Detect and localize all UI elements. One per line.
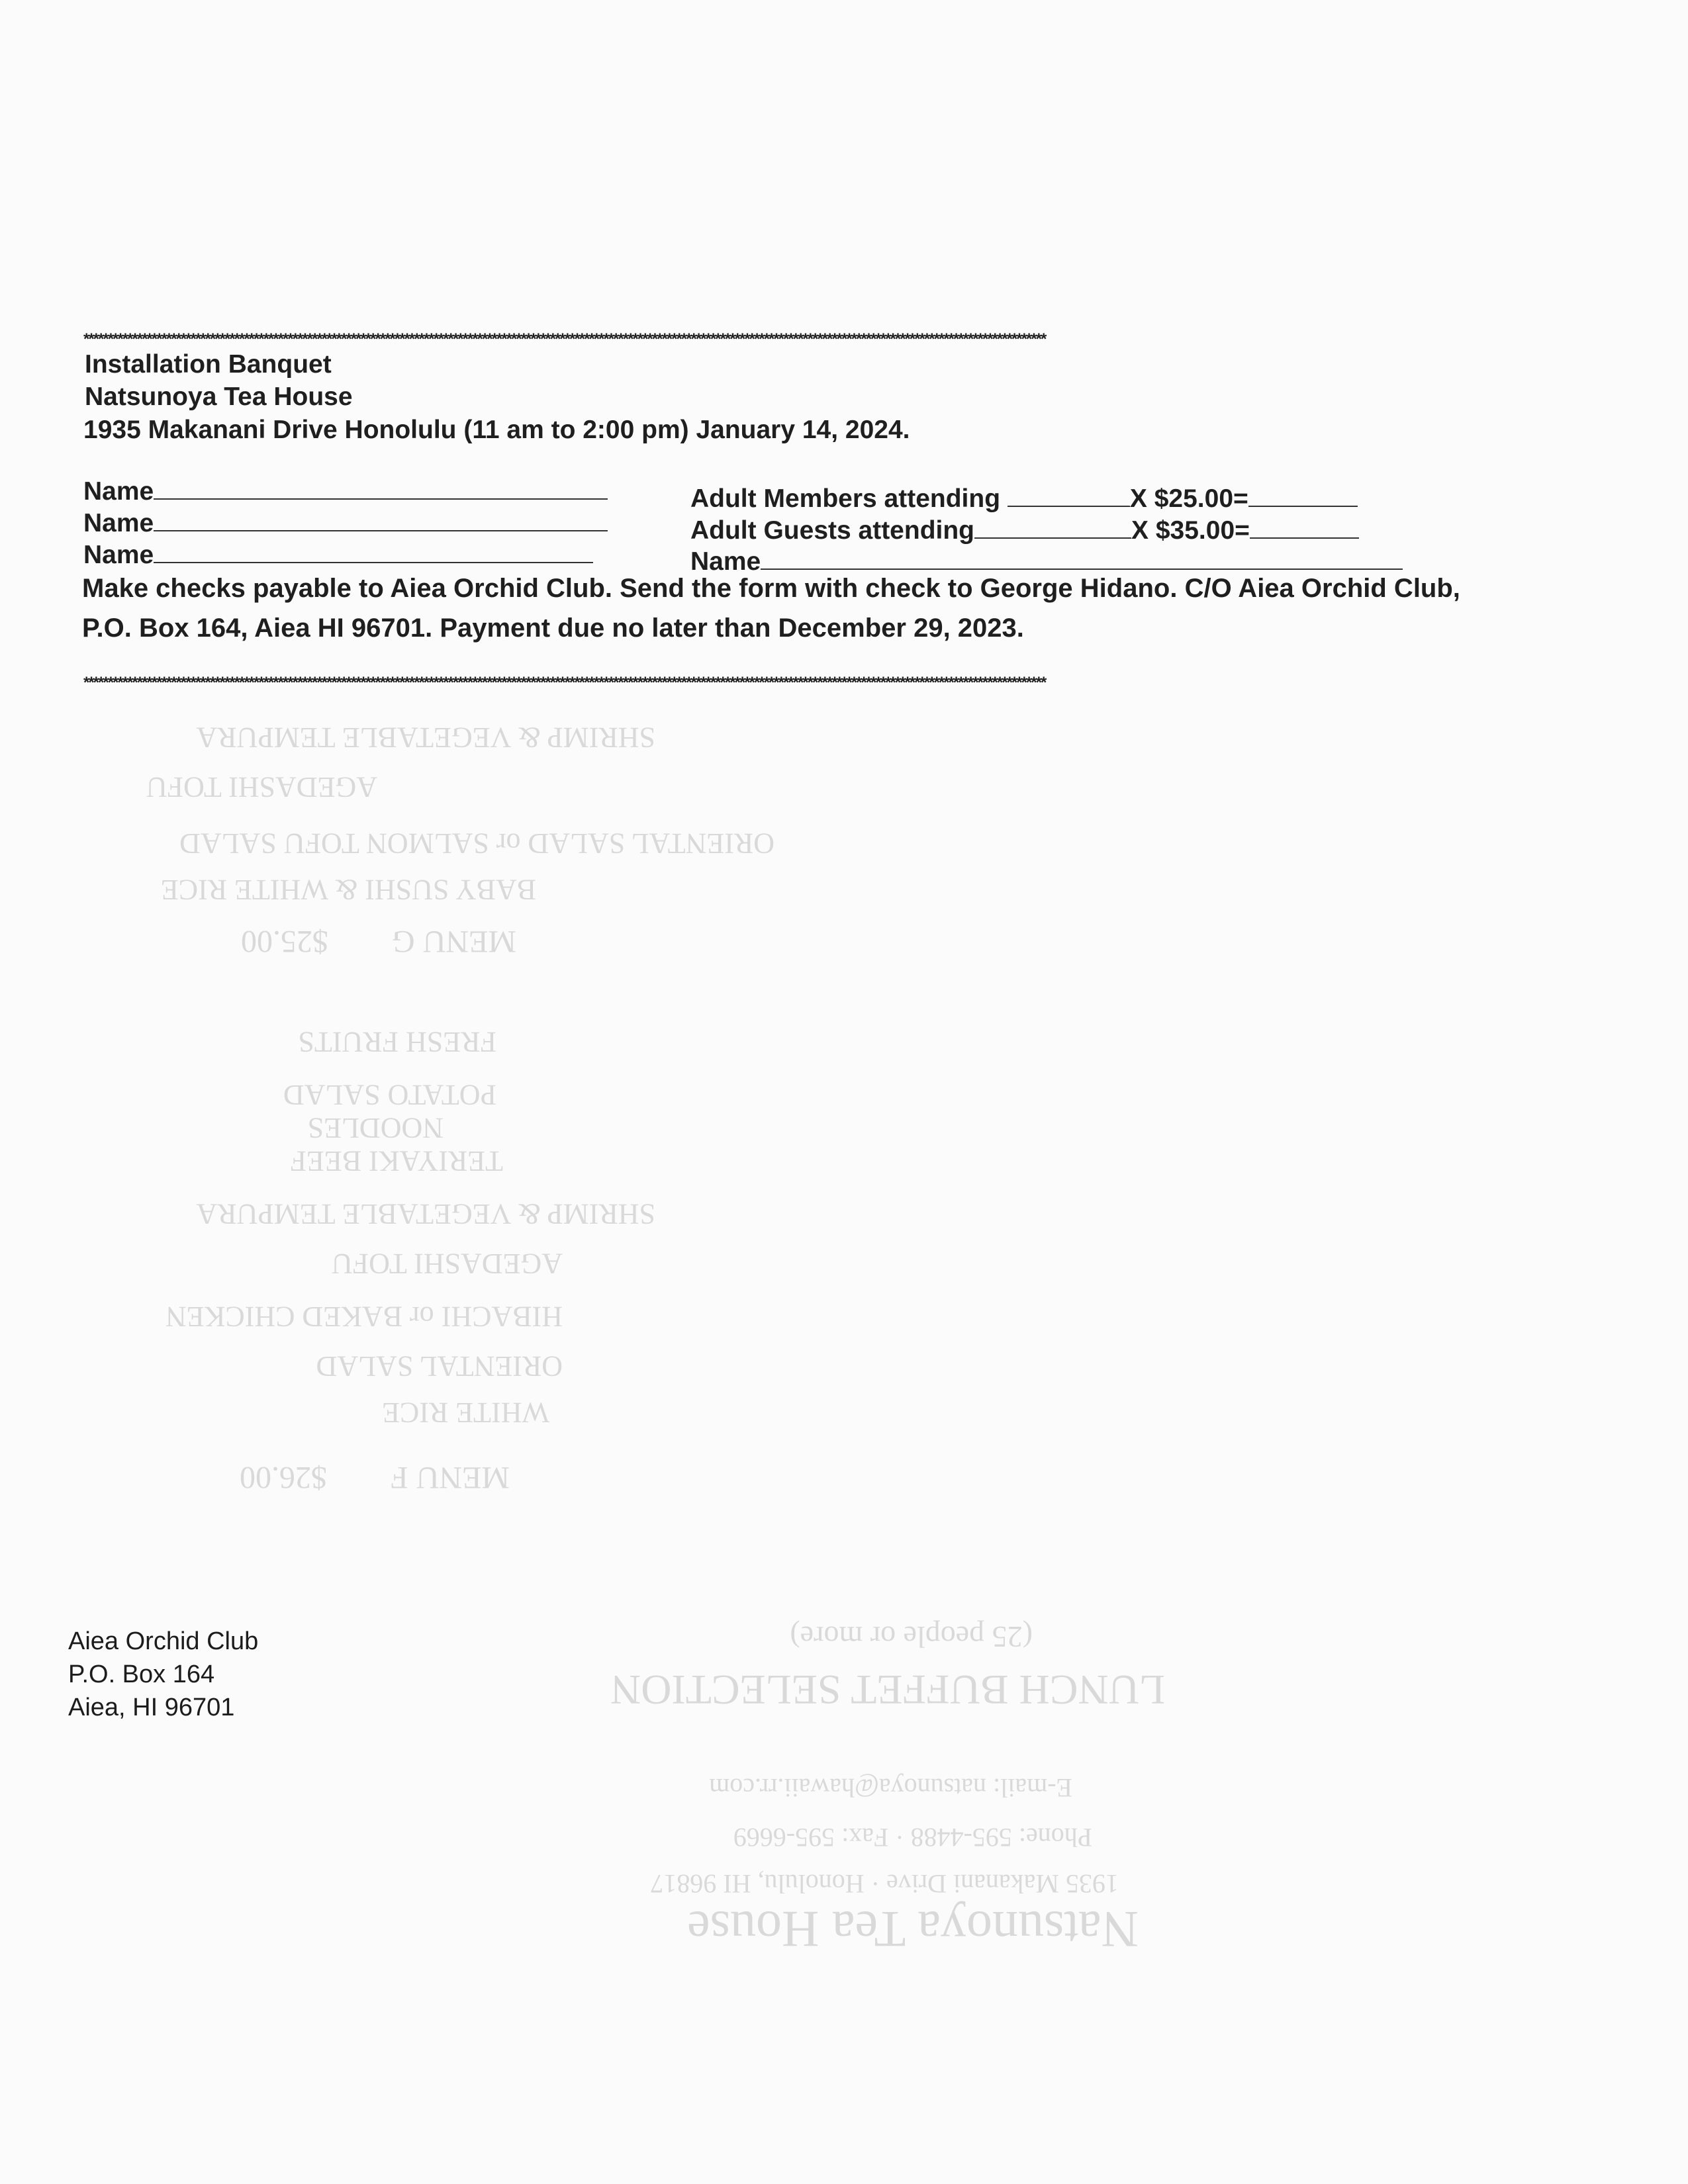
adult-members-total-blank[interactable] [1248,486,1358,507]
name-blank-4[interactable] [761,549,1403,570]
return-address [68,1625,258,1724]
event-title: Installation Banquet [85,350,332,379]
name-blank-1[interactable] [154,478,608,500]
bleed-through-background: Natsunoya Tea House 1935 Makanani Drive · Honolulu, HI 96817 Phone: 595-4488 · Fax: 595-6669 E-mail: natsunoya@hawaii.rr.com LUNCH BUFFET SELECTION (25 people or more) MENU F $26.00 WHITE RICE ORIENTAL SALAD HIBACHI or BAKED CHICKEN AGEDASHI TOFU SHRIMP & VEGETABLE TEMPURA TERIYAKI BEEF NOODLES POTATO SALAD FRESH FRUITS MENU G $25.00 BABY SUSHI & WHITE RICE ORIENTAL SALAD or SALMON TOFU SALAD AGEDASHI TOFU SHRIMP & VEGETABLE TEMPURA [146,721,1165,1958]
name-label: Name [83,477,154,506]
adult-guests-count-blank[interactable] [974,518,1131,539]
return-address-line-3: Aiea, HI 96701 [68,1694,235,1721]
adult-members-price: X $25.00= [1129,484,1248,513]
payment-instructions-line-1: Make checks payable to Aiea Orchid Club. Send the form with check to George Hidano. C/O Aiea Orchid Club, [82,574,1460,603]
name-blank-3[interactable] [154,542,593,563]
adult-guests-field[interactable] [690,516,1359,546]
adult-guests-label: Adult Guests attending [690,516,974,545]
adult-guests-total-blank[interactable] [1250,518,1359,539]
separator-top: ****************************************************************************************************************************************************************************************************** [83,330,1046,348]
name-blank-2[interactable] [154,510,608,531]
adult-guests-price: X $35.00= [1131,516,1250,545]
adult-members-count-blank[interactable] [1008,486,1130,507]
name-field-2[interactable] [83,508,608,539]
return-address-line-2: P.O. Box 164 [68,1661,215,1688]
name-field-1[interactable] [83,477,608,507]
name-label: Name [83,541,154,569]
return-address-line-1: Aiea Orchid Club [68,1627,259,1655]
event-address-time-date: 1935 Makanani Drive Honolulu (11 am to 2:00 pm) January 14, 2024. [83,416,910,444]
adult-members-label: Adult Members attending [690,484,1001,513]
name-label: Name [690,547,761,576]
name-label: Name [83,509,154,537]
event-venue: Natsunoya Tea House [85,383,353,411]
adult-members-field[interactable] [690,484,1358,514]
name-field-3[interactable] [83,540,593,570]
payment-instructions-line-2: P.O. Box 164, Aiea HI 96701. Payment due no later than December 29, 2023. [82,614,1024,643]
separator-bottom: ****************************************************************************************************************************************************************************************************** [83,674,1046,692]
